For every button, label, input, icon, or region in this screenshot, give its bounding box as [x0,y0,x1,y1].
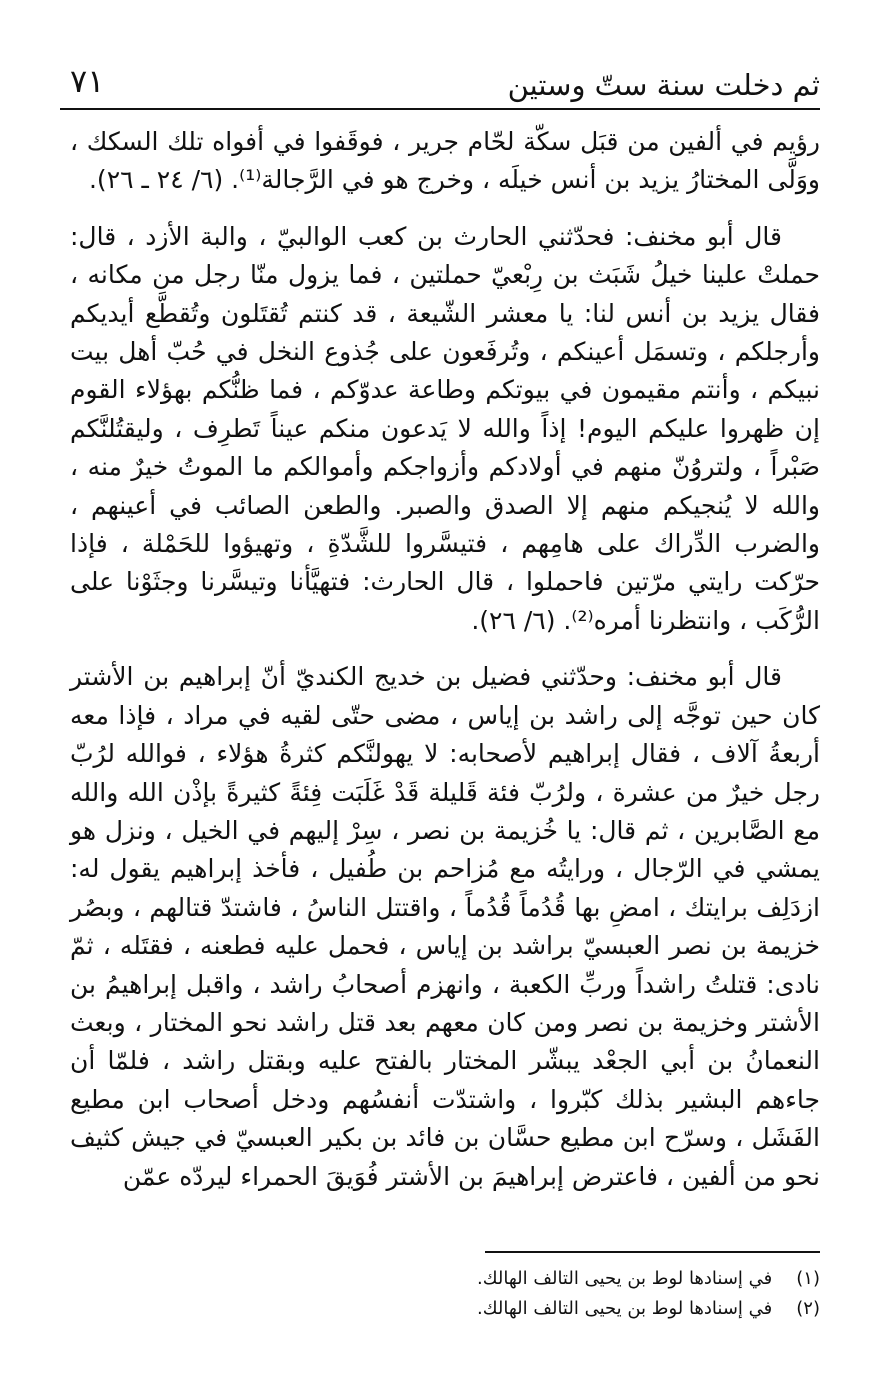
page-number: ٧١ [70,62,105,100]
footnotes [420,1264,820,1324]
main-text [70,123,820,1196]
footnote-divider [485,1251,820,1253]
running-title: ثم دخلت سنة ستّ وستين [507,68,820,102]
footnote-number: (٢) [796,1298,820,1319]
footnote-number: (١) [796,1268,820,1289]
footnote-text: في إسنادها لوط بن يحيى التالف الهالك. [476,1268,773,1289]
footnote-text: في إسنادها لوط بن يحيى التالف الهالك. [476,1298,773,1319]
page-header [70,58,820,108]
paragraph-fudayl-account: قال أبو مخنف: وحدّثني فضيل بن خديج الكنديّ أنّ إبراهيم بن الأشتر كان حين توجَّه إلى راشد بن إياس ، مضى حتّى لقيه في مراد ، فإذا معه أربعةُ آلاف ، فقال إبراهيم لأصحابه: لا يهولنَّكم كثرةُ هؤلاء ، فوالله لرُبّ رجل خيرٌ من عشرة ، ولرُبّ فئة قَليلة قَدْ غَلَبَت فِئةً كثيرةً بإذْن الله والله مع الصَّابرين ، ثم قال: يا خُزيمة بن نصر ، سِرْ إليهم في الخيل ، ونزل هو يمشي في الرّجال ، ورايتُه مع مُزاحم بن طُفيل ، فأخذ إبراهيم يقول له: ازدَلِف برايتك ، امضِ بها قُدُماً قُدُماً ، واقتتل الناسُ ، فاشتدّ قتالهم ، وبصُر خزيمة بن نصر العبسيّ براشد بن إياس ، فحمل عليه فطعنه ، فقتَله ، ثمّ نادى: قتلتُ راشداً وربِّ الكعبة ، وانهزم أصحابُ راشد ، واقبل إبراهيمُ بن الأشتر وخزيمة بن نصر ومن كان معهم بعد قتل راشد نحو المختار ، وبعث النعمانُ بن أبي الجعْد يبشّر المختار بالفتح عليه وبقتل راشد ، فلمّا أن جاءهم البشير بذلك كبّروا ، واشتدّت أنفسُهم ودخل أصحاب ابن مطيع الفَشَل ، وسرّح ابن مطيع حسَّان بن فائد بن بكير العبسيّ في جيش كثيف نحو من ألفين ، فاعترض إبراهيمَ بن الأشتر فُوَيقَ الحمراء ليردّه عمّن [70,662,820,1191]
footnote-item [420,1294,820,1324]
paragraph-continuation: رؤيم في ألفين من قبَل سكّة لحّام جرير ، فوقَفوا في أفواه تلك السكك ، ووَلَّى المختارُ يزيد بن أنس خيلَه ، وخرج هو في الرَّجالة⁽¹⁾. (٦/ ٢٤ ـ ٢٦). [70,127,820,195]
paragraph-harith-account: قال أبو مخنف: فحدّثني الحارث بن كعب الوالبيّ ، والبة الأزد ، قال: حملتْ علينا خيلُ شَبَث بن رِبْعيّ حملتين ، فما يزول منّا رجل من مكانه ، فقال يزيد بن أنس لنا: يا معشر الشّيعة ، قد كنتم تُقتَلون وتُقطَّع أيديكم وأرجلكم ، وتسمَل أعينكم ، وتُرفَعون على جُذوع النخل في حُبّ أهل بيت نبيكم ، وأنتم مقيمون في بيوتكم وطاعة عدوّكم ، فما ظنُّكم بهؤلاء القوم إن ظهروا عليكم اليوم! إذاً والله لا يَدعون منكم عيناً تَطرِف ، وليقتُلنَّكم صَبْراً ، ولتروُنّ منهم في أولادكم وأزواجكم وأموالكم ما الموتُ خيرٌ منه ، والله لا يُنجيكم منهم إلا الصدق والصبر. والطعن الصائب في أعينهم ، والضرب الدِّراك على هامِهم ، فتيسَّروا للشَّدّةِ ، وتهيؤوا للحَمْلة ، فإذا حرّكت رايتي مرّتين فاحملوا ، قال الحارث: فتهيَّأنا وتيسَّرنا وجثَوْنا على الرُّكَب ، وانتظرنا أمره⁽²⁾. (٦/ ٢٦). [70,221,820,635]
header-divider [60,108,820,110]
footnote-item [420,1264,820,1294]
